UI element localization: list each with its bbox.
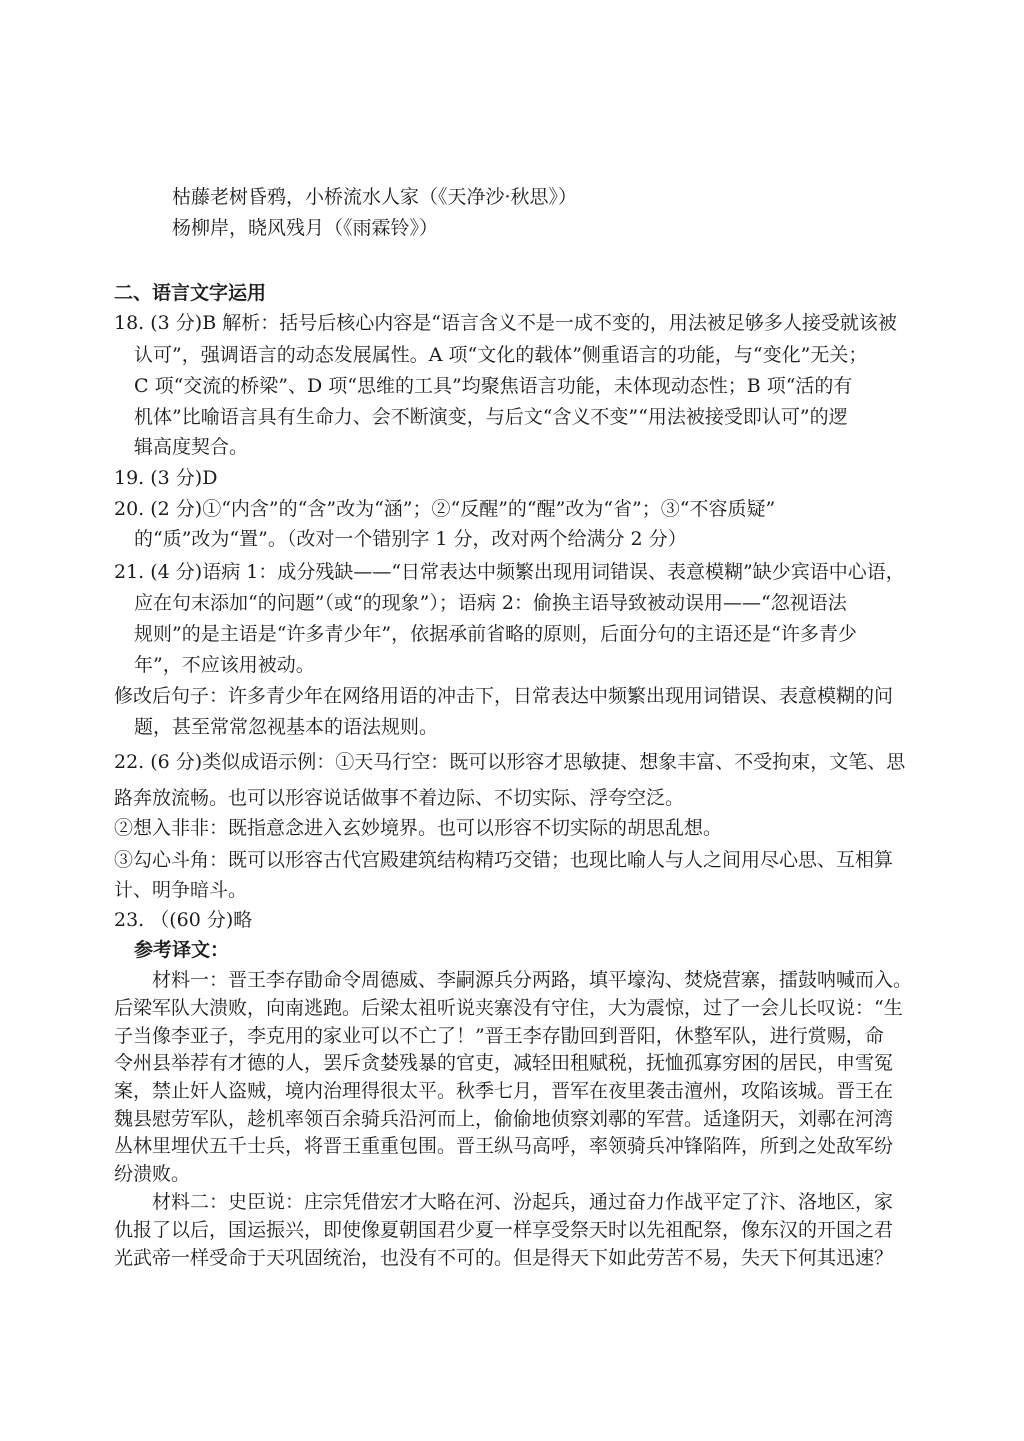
q22-line: ③勾心斗角：既可以形容古代宫殿建筑结构精巧交错；也现比喻人与人之间用尽心思、互相算 (114, 849, 894, 871)
poem-line: 枯藤老树昏鸦，小桥流水人家（《天净沙·秋思》） (172, 186, 578, 208)
q18-line: C 项“交流的桥梁”、D 项“思维的工具”均聚焦语言功能，未体现动态性；B 项“活的有 (134, 375, 853, 397)
material1-line: 丛林里埋伏五千士兵，将晋王重重包围。晋王纵马高呼，率领骑兵冲锋陷阵，所到之处敌军纷 (114, 1135, 894, 1157)
material1-line: 子当像李亚子，李克用的家业可以不亡了！”晋王李存勖回到晋阳，休整军队，进行赏赐，命 (114, 1025, 884, 1047)
material1-line: 魏县慰劳军队，趁机率领百余骑兵沿河而上，偷偷地侦察刘鄩的军营。适逢阴天，刘鄩在河湾 (114, 1108, 894, 1130)
q21-line: 规则”的是主语是“许多青少年”，依据承前省略的原则，后面分句的主语还是“许多青少 (134, 623, 857, 645)
q21-revised-line: 题，甚至常常忽视基本的语法规则。 (134, 716, 439, 738)
material2-line: 仇报了以后，国运振兴，即使像夏朝国君少夏一样享受祭天时以先祖配祭，像东汉的开国之君 (114, 1219, 894, 1241)
material1-line: 令州县举荐有才德的人，罢斥贪婪残暴的官吏，减轻田租赋税，抚恤孤寡穷困的居民，申雪冤 (114, 1052, 894, 1074)
q21-line: 应在句末添加“的问题”（或“的现象”）；语病 2：偷换主语导致被动误用——“忽视语法 (134, 592, 847, 614)
poem-line: 杨柳岸，晓风残月（《雨霖铃》） (172, 217, 439, 239)
material1-line: 纷溃败。 (114, 1163, 191, 1185)
q19-line: 19. (3 分)D (114, 467, 218, 489)
material1-line: 后梁军队大溃败，向南逃跑。后梁太祖听说夹寨没有守住，大为震惊，过了一会儿长叹说：“生 (114, 997, 903, 1019)
q22-line: 22. (6 分)类似成语示例：①天马行空：既可以形容才思敏捷、想象丰富、不受拘束，文笔、思 (114, 751, 906, 773)
q18-line: 18. (3 分)B 解析：括号后核心内容是“语言含义不是一成不变的，用法被足够多人接受就该被 (114, 312, 897, 334)
q18-line: 机体”比喻语言具有生命力、会不断演变，与后文“含义不变”“用法被接受即认可”的逻 (134, 406, 848, 428)
material1-line: 案，禁止奸人盗贼，境内治理得很太平。秋季七月，晋军在夜里袭击澶州，攻陷该城。晋王在 (114, 1080, 894, 1102)
q22-line: ②想入非非：既指意念进入玄妙境界。也可以形容不切实际的胡思乱想。 (114, 817, 723, 839)
q21-line: 年”，不应该用被动。 (134, 654, 315, 676)
q21-line: 21. (4 分)语病 1：成分残缺——“日常表达中频繁出现用词错误、表意模糊”缺少宾语中心语， (114, 561, 905, 583)
q20-line: 20. (2 分)①“内含”的“含”改为“涵”；②“反醒”的“醒”改为“省”；③“不容质疑” (114, 498, 776, 520)
q18-line: 认可”，强调语言的动态发展属性。A 项“文化的载体”侧重语言的功能，与“变化”无关； (134, 344, 868, 366)
q22-line: 计、明争暗斗。 (114, 879, 248, 901)
q23-line: 23. （(60 分)略 (114, 909, 253, 931)
material2-line: 光武帝一样受命于天巩固统治，也没有不可的。但是得天下如此劳苦不易，失天下何其迅速？ (114, 1247, 894, 1269)
material2-line: 材料二：史臣说：庄宗凭借宏才大略在河、汾起兵，通过奋力作战平定了汴、洛地区，家 (152, 1191, 894, 1213)
q20-line: 的“质”改为“置”。（改对一个错别字 1 分，改对两个给满分 2 分） (134, 528, 687, 550)
reference-title: 参考译文： (134, 939, 230, 961)
q22-line: 路奔放流畅。也可以形容说话做事不着边际、不切实际、浮夸空泛。 (114, 787, 685, 809)
q21-revised-line: 修改后句子：许多青少年在网络用语的冲击下，日常表达中频繁出现用词错误、表意模糊的问 (114, 685, 894, 707)
section-title: 二、语言文字运用 (114, 282, 267, 304)
q18-line: 辑高度契合。 (134, 436, 249, 458)
material1-line: 材料一：晋王李存勖命令周德威、李嗣源兵分两路，填平壕沟、焚烧营寨，擂鼓呐喊而入。 (152, 969, 913, 991)
